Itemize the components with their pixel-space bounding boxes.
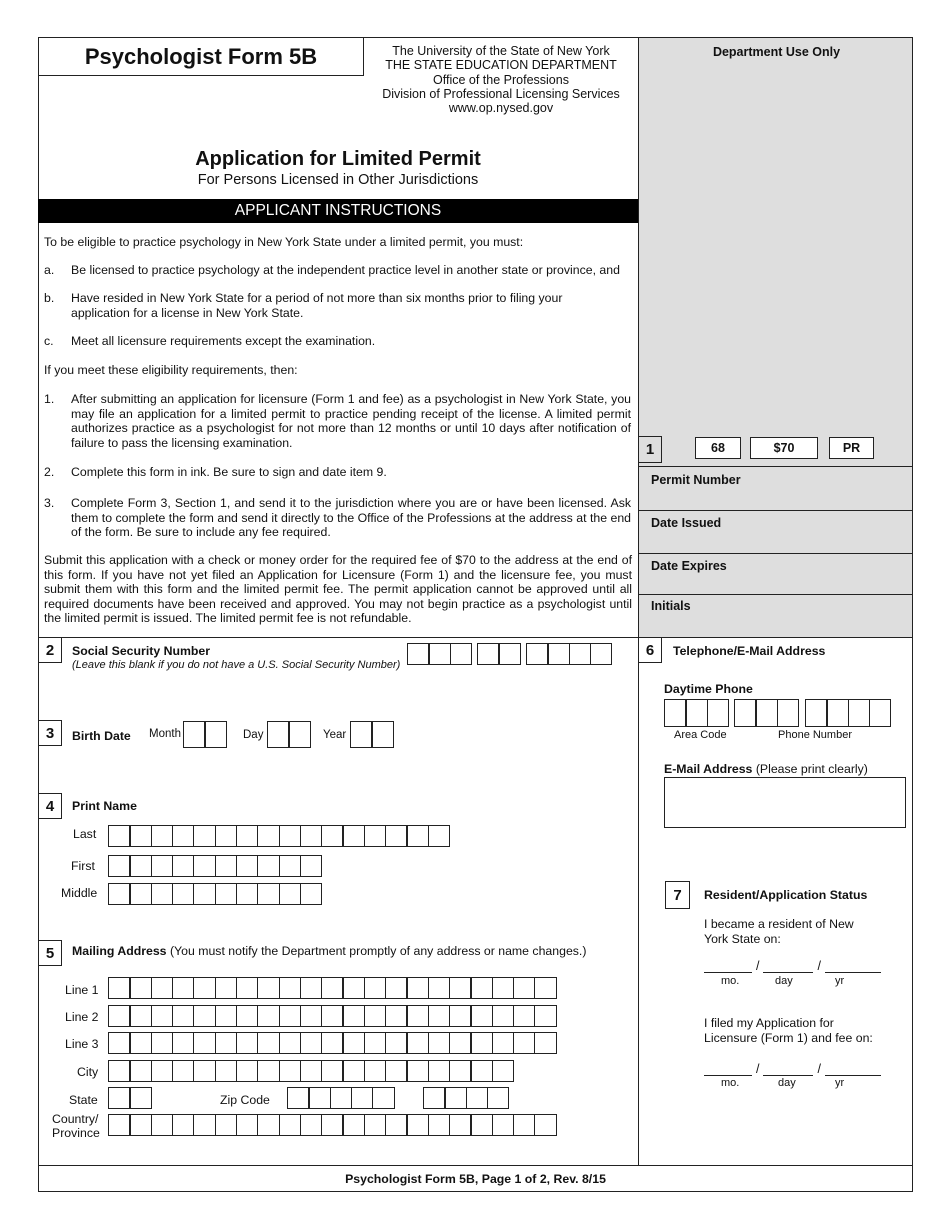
ssn-group-boxes[interactable] [477,643,520,665]
middle-name-label: Middle [61,886,98,900]
country-boxes[interactable] [108,1114,556,1136]
phone-line-boxes[interactable] [805,699,890,727]
requirement-c: Meet all licensure requirements except the examination. [71,334,376,348]
email-note: (Please print clearly) [755,762,868,776]
resident-date-prompt [704,917,854,946]
month-caption: mo. [721,975,740,987]
country-label-line: Country/ [52,1112,99,1126]
date-expires-label: Date Expires [651,559,727,573]
application-subtitle: For Persons Licensed in Other Jurisdictions [197,172,479,188]
requirement-b: Have resided in New York State for a period of not more than six months prior to filing your application for a license in New York State. [71,291,563,320]
resident-month-blank[interactable] [704,961,752,973]
last-name-boxes[interactable] [108,825,449,847]
requirement-a: Be licensed to practice psychology at the independent practice level in another state or province, and [71,263,620,277]
panel-divider [638,466,913,467]
filed-prompt-line: I filed my Application for [704,1016,834,1030]
agency-line: THE STATE EDUCATION DEPARTMENT [385,58,617,73]
list-marker: 1. [44,392,55,406]
last-name-label: Last [73,827,97,841]
permit-number-label: Permit Number [651,473,741,487]
resident-status-title: Resident/Application Status [704,888,868,902]
page-footer: Psychologist Form 5B, Page 1 of 2, Rev. 8/15 [38,1165,913,1192]
filed-date-field[interactable] [704,1062,881,1076]
panel-divider [638,510,913,511]
section-number: 5 [38,940,62,966]
address-line1-label: Line 1 [65,983,99,997]
email-label: E-Mail Address [664,762,753,776]
year-caption: yr [835,1077,845,1089]
city-label: City [77,1065,99,1079]
panel-divider [638,553,913,554]
filed-day-blank[interactable] [763,1064,813,1076]
mailing-address-note: (You must notify the Department promptly of any address or name changes.) [169,944,587,958]
resident-prompt-line: York State on: [704,931,781,946]
date-separator: / [817,1062,821,1076]
section-number: 3 [38,720,62,746]
birth-year-boxes[interactable] [350,721,393,748]
resident-day-blank[interactable] [763,961,813,973]
birth-day-boxes[interactable] [267,721,310,748]
ssn-serial-boxes[interactable] [526,643,611,665]
section-number: 2 [38,637,62,663]
filed-prompt-line: Licensure (Form 1) and fee on: [704,1030,873,1045]
area-code-label: Area Code [674,729,727,741]
panel-divider [638,594,913,595]
profession-code: 68 [695,437,741,459]
agency-line: The University of the State of New York [392,44,610,58]
address-line3-label: Line 3 [65,1037,99,1051]
instructions-intro: To be eligible to practice psychology in New York State under a limited permit, you must: [44,235,524,249]
initials-label: Initials [651,599,691,613]
instructions-then: If you meet these eligibility requirements, then: [44,363,298,377]
email-input[interactable] [664,777,906,828]
daytime-phone-label: Daytime Phone [664,682,753,696]
agency-line: Division of Professional Licensing Services [382,86,620,101]
print-name-title: Print Name [72,799,137,813]
list-marker: 2. [44,465,55,479]
city-boxes[interactable] [108,1060,513,1082]
agency-url: www.op.nysed.gov [448,101,554,116]
phone-prefix-boxes[interactable] [734,699,798,727]
birth-month-boxes[interactable] [183,721,226,748]
state-label: State [69,1093,98,1107]
resident-prompt-line: I became a resident of New [704,917,854,931]
resident-date-field[interactable] [704,959,881,973]
filed-month-blank[interactable] [704,1064,752,1076]
agency-line: Office of the Professions [433,72,569,87]
mailing-address-heading [72,944,586,958]
column-divider [638,37,639,1165]
date-separator: / [817,959,821,973]
section-divider [38,637,913,638]
ssn-note: (Leave this blank if you do not have a U.S. Social Security Number) [72,659,401,671]
zip-code-label: Zip Code [220,1093,270,1107]
item-number: 1 [638,436,662,463]
year-label: Year [323,729,347,741]
month-caption: mo. [721,1077,740,1089]
date-separator: / [756,959,760,973]
list-marker: 3. [44,496,55,510]
month-label: Month [149,728,181,740]
list-marker: c. [44,334,54,348]
submit-instructions: Submit this application with a check or money order for the required fee of $70 to the address at the end of this form. If you have not yet filed an Application for Licensure (Form 1) and the licensure fee, you must submit them with this form and the limited permit fee. The permit application cannot be approved until all required documents have been received and approved. You may not begin practice as a psychologist until the limited permit is issued. The limited permit fee is not refundable. [44,553,632,625]
step-2: Complete this form in ink. Be sure to sign and date item 9. [71,465,387,479]
date-separator: / [756,1062,760,1076]
birth-date-title: Birth Date [72,729,131,743]
zip-extension-boxes[interactable] [423,1087,508,1109]
address-line2-label: Line 2 [65,1010,99,1024]
fee-code: $70 [750,437,818,459]
first-name-label: First [71,859,95,873]
date-issued-label: Date Issued [651,516,722,530]
ssn-title: Social Security Number [72,644,211,658]
day-caption: day [778,1077,796,1089]
resident-year-blank[interactable] [825,961,881,973]
address-line1-boxes[interactable] [108,977,556,999]
section-number: 4 [38,793,62,819]
province-label-line: Province [52,1126,100,1140]
first-name-boxes[interactable] [108,855,321,877]
area-code-boxes[interactable] [664,699,728,727]
section-number: 7 [665,881,690,909]
year-caption: yr [835,975,845,987]
address-line2-boxes[interactable] [108,1005,556,1027]
email-heading [664,762,868,776]
type-code: PR [829,437,874,459]
step-3: Complete Form 3, Section 1, and send it to the jurisdiction where you are or have been licensed. Ask them to complete the form and send it directly to the Office of the Professions at the address at the end of the form. Be sure to include any fee required. [71,496,631,539]
country-label [52,1112,98,1140]
step-1: After submitting an application for licensure (Form 1 and fee) as a psychologist in New York State, you may file an application for a limited permit to practice pending receipt of the license. A limited permit authorizes practice as a psychologist for not more than 12 months or until 10 days after notification of failure to pass the licensing examination. [71,392,631,450]
address-line3-boxes[interactable] [108,1032,556,1054]
section-number: 6 [638,637,662,663]
mailing-address-title: Mailing Address [72,944,167,958]
filed-year-blank[interactable] [825,1064,881,1076]
zip-code-boxes[interactable] [287,1087,394,1109]
list-marker: a. [44,263,55,277]
telephone-email-title: Telephone/E-Mail Address [673,644,826,658]
application-title: Application for Limited Permit [195,148,481,170]
state-boxes[interactable] [108,1087,151,1109]
day-label: Day [243,729,264,741]
agency-header [364,44,638,115]
filed-date-prompt [704,1016,873,1045]
ssn-area-boxes[interactable] [407,643,471,665]
middle-name-boxes[interactable] [108,883,321,905]
form-title: Psychologist Form 5B [38,37,364,76]
instructions-bar: APPLICANT INSTRUCTIONS [38,199,638,223]
list-marker: b. [44,291,55,305]
day-caption: day [775,975,793,987]
department-use-title: Department Use Only [712,45,841,59]
phone-number-label: Phone Number [778,729,852,741]
